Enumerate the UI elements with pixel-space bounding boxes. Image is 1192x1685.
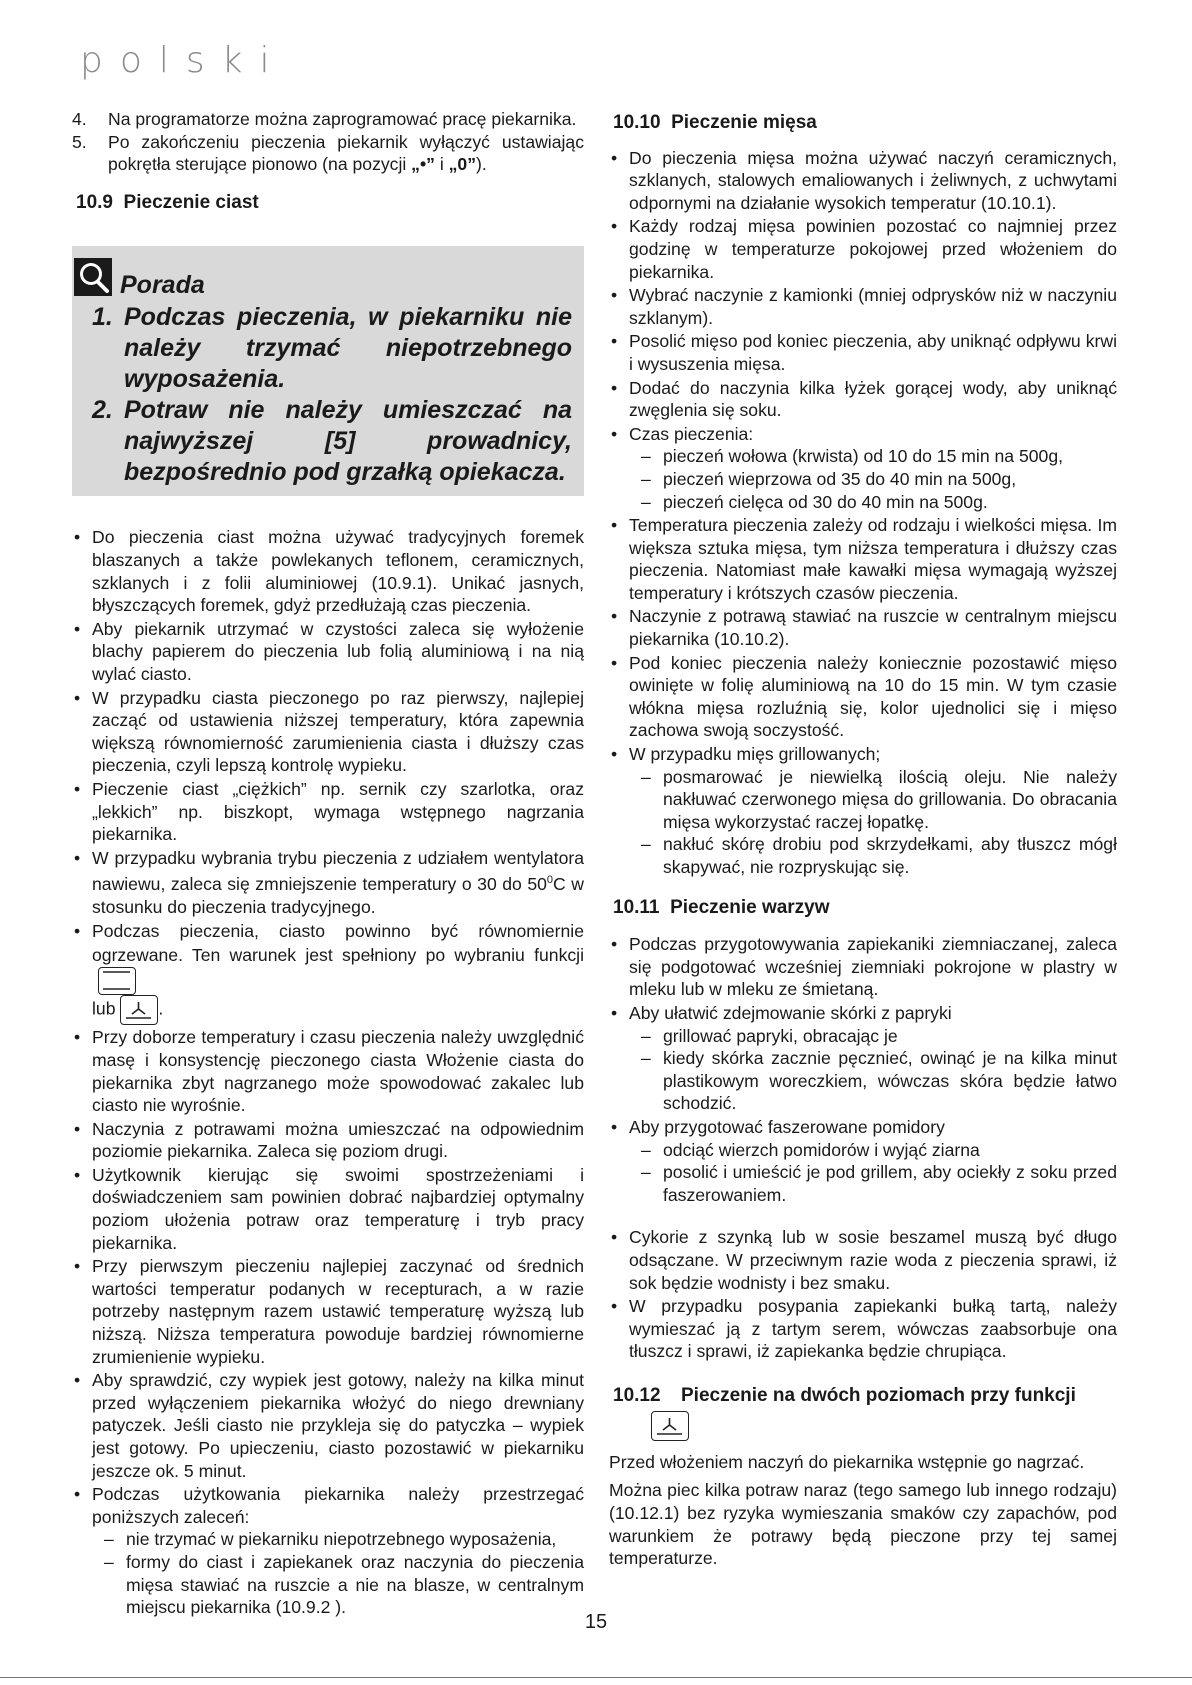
list-item: • Naczynie z potrawą stawiać na ruszcie w centralnym miejscu piekarnika (10.10.2). [609,605,1117,650]
roasting-times-list [609,445,1117,513]
right-column [609,108,1117,1576]
list-item: • Aby przygotować faszerowane pomidory – odciąć wierzch pomidorów i wyjąć ziarna – posolić i umieścić je pod grillem, aby ociekły z soku przed faszerowaniem. [609,1116,1117,1206]
sub-list [609,766,1117,879]
tip-header [74,258,572,299]
list-item: • Temperatura pieczenia zależy od rodzaju i wielkości mięsa. Im większa sztuka mięsa, tym niższa temperatura i dłuższy czas pieczenia. Natomiast małe kawałki mięsa wymagają wyższej temperatury i krótszych czasów pieczenia. [609,514,1117,604]
meat-tips-list [609,147,1117,879]
list-item: • Posolić mięso pod koniec pieczenia, aby uniknąć odpływu krwi i wysuszenia mięsa. [609,330,1117,375]
list-item: • Podczas przygotowywania zapiekaniki ziemniaczanej, zaleca się podgotować wcześniej ziemniaki pokrojone w plastry w mleku lub w mleku ze śmietaną. [609,933,1117,1001]
tip-list [74,302,572,488]
item-number: 5. [72,131,87,152]
list-item: • Aby piekarnik utrzymać w czystości zaleca się wyłożenie blachy papierem do pieczenia lub folią aluminiową i na nią wylać ciasto. [72,618,584,686]
sub-list-item: – formy do ciast i zapiekanek oraz naczynia do pieczenia mięsa stawiać na ruszcie a nie na blasze, w centralnym miejscu piekarnika (10.9.2 ). [72,1551,584,1619]
sub-list-item: – nakłuć skórę drobiu pod skrzydełkami, aby tłuszcz mógł skapywać, nie rozpryskując się. [609,833,1117,878]
list-item: • Pod koniec pieczenia należy koniecznie pozostawić mięso owinięte w folię aluminiową na 10 do 15 min. W tym czasie włókna mięsa rozluźnią się, kolor ujednolici się i mięso zachowa swoją soczystość. [609,652,1117,742]
list-item: • Użytkownik kierując się swoimi spostrzeżeniami i doświadczeniem sam powinien dobrać najbardziej optymalny poziom ułożenia potraw oraz temperaturę i tryb pracy piekarnika. [72,1164,584,1254]
fan-heating-icon [120,995,158,1025]
list-item: • Pieczenie ciast „ciężkich” np. sernik czy szarlotka, oraz „lekkich” np. biszkopt, wymaga wstępnego nagrzania piekarnika. [72,778,584,846]
language-label: polski [80,40,287,81]
left-column [72,108,584,1620]
list-item: • Aby ułatwić zdejmowanie skórki z papryki – grillować papryki, obracając je – kiedy skórka zacznie pęcznieć, owinąć je na kilka minut plastikowym woreczkiem, wówczas skóra będzie łatwo schodzić. [609,1002,1117,1115]
list-item: • Cykorie z szynką lub w sosie beszamel muszą być długo odsączane. W przeciwnym razie woda z pieczenia sprawi, iż sok będzie wodnisty i bez smaku. [609,1226,1117,1294]
list-item: • W przypadku wybrania trybu pieczenia z udziałem wentylatora nawiewu, zaleca się zmniejszenie temperatury o 30 do $50^0C$ w stosunku do pieczenia tradycyjnego. [72,847,584,919]
tip-item: 2. Potraw nie należy umieszczać na najwyższej [5] prowadnicy, bezpośrednio pod grzałką opiekacza. [92,396,572,487]
section-heading-10-11: 10.11 Pieczenie warzyw [613,896,830,918]
list-item: • Do pieczenia mięsa można używać naczyń ceramicznych, szklanych, stalowych emaliowanych i żeliwnych, z uchwytami odpornymi na działanie wysokich temperatur (10.10.1). [609,147,1117,215]
list-item: • Dodać do naczynia kilka łyżek gorącej wody, aby uniknąć zwęglenia się soku. [609,377,1117,422]
list-item: • W przypadku posypania zapiekanki bułką tartą, należy wymieszać ją z tartym serem, wówczas zaabsorbuje ona tłuszcz i sprawi, iż zapiekanka będzie chrupiąca. [609,1295,1117,1363]
section-heading-10-12: 10.12 Pieczenie na dwóch poziomach przy funkcji [613,1383,1117,1441]
list-item: • Każdy rodzaj mięsa powinien pozostać co najmniej przez godzinę w temperaturze pokojowej przed włożeniem do piekarnika. [609,215,1117,283]
conventional-heating-icon [98,967,136,995]
list-item: • Wybrać naczynie z kamionki (mniej odprysków niż w naczyniu szklanym). [609,284,1117,329]
numbered-item-5 [72,131,584,176]
list-item: • Aby sprawdzić, czy wypiek jest gotowy, należy na kilka minut przed wyłączeniem piekarnika włożyć do niego drewniany patyczek. Jeśli ciasto nie przykleja się do patyczka – wypiek jest gotowy. Po upieczeniu, ciasto pozostawić w piekarniku jeszcze ok. 5 minut. [72,1369,584,1482]
list-item: • W przypadku ciasta pieczonego po raz pierwszy, najlepiej zacząć od ustawienia niższej temperatury, która zapewnia większą równomierność zarumienienia ciasta i dłuższy czas pieczenia, czyli lepszą kontrolę wypieku. [72,687,584,777]
sub-list-item: – posolić i umieścić je pod grillem, aby ociekły z soku przed faszerowaniem. [609,1161,1117,1206]
vegetable-tips-list [609,933,1117,1363]
list-item: • Podczas pieczenia, ciasto powinno być równomiernie ogrzewane. Ten warunek jest spełniony po wybraniu funkcji lub . [72,919,584,1025]
sub-list [609,1139,1117,1207]
bottom-rule [0,1677,1192,1678]
item-text: Na programatorze można zaprogramować pracę piekarnika. [108,109,577,129]
tip-box [72,246,584,496]
list-item: • Czas pieczenia: – pieczeń wołowa (krwista) od 10 do 15 min na 500g, – pieczeń wieprzowa od 35 do 40 min na 500g, – pieczeń cielęca od 30 do 40 min na 500g. [609,423,1117,513]
item-number: 4. [72,109,87,129]
sub-list-item: – posmarować je niewielką ilością oleju. Nie należy nakłuwać czerwonego mięsa do grillowania. Do obracania mięsa wykorzystać raczej łopatkę. [609,766,1117,834]
sub-list [72,1528,584,1618]
magnifier-icon [74,258,112,296]
fan-heating-icon [651,1411,689,1441]
sub-list-item: – nie trzymać w piekarniku niepotrzebnego wyposażenia, [72,1528,584,1551]
list-item: • Podczas użytkowania piekarnika należy przestrzegać poniższych zaleceń: – nie trzymać w piekarniku niepotrzebnego wyposażenia, – formy do ciast i zapiekanek oraz naczynia do pieczenia mięsa stawiać na ruszcie a nie na blasze, w centralnym miejscu piekarnika (10.9.2 ). [72,1483,584,1619]
list-item: • Przy pierwszym pieczeniu najlepiej zaczynać od średnich wartości temperatur podanych w recepturach, a w razie potrzeby następnym razem ustawić temperaturę wyższą lub niższą. Niższa temperatura powoduje bardziej równomierne zrumienienie wypieku. [72,1255,584,1368]
list-item: • Do pieczenia ciast można używać tradycyjnych foremek blaszanych a także powlekanych teflonem, ceramicznych, szklanych i z folii aluminiowej (10.9.1). Unikać jasnych, błyszczących foremek, gdyż przedłużają czas pieczenia. [72,526,584,616]
paragraph: Przed włożeniem naczyń do piekarnika wstępnie go nagrzać. [609,1451,1085,1472]
list-item: • W przypadku mięs grillowanych; – posmarować je niewielką ilością oleju. Nie należy nakłuwać czerwonego mięsa do grillowania. Do obracania mięsa wykorzystać raczej łopatkę. – nakłuć skórę drobiu pod skrzydełkami, aby tłuszcz mógł skapywać, nie rozpryskując się. [609,743,1117,879]
baking-tips-list [72,526,584,1618]
item-text: Po zakończeniu pieczenia piekarnik wyłączyć ustawiając pokrętła sterujące pionowo (na pozycji „•” i „0”). [108,131,584,175]
sub-list-item: – pieczeń wieprzowa od 35 do 40 min na 500g, [609,468,1117,491]
tip-item: 1. Podczas pieczenia, w piekarniku nie należy trzymać niepotrzebnego wyposażenia. [92,303,572,394]
sub-list-item: – pieczeń wołowa (krwista) od 10 do 15 min na 500g, [609,445,1117,468]
list-item: • Naczynia z potrawami można umieszczać na odpowiednim poziomie piekarnika. Zaleca się poziom drugi. [72,1118,584,1163]
section-heading-10-9: 10.9 Pieczenie ciast [76,191,259,213]
sub-list-item: – kiedy skórka zacznie pęcznieć, owinąć je na kilka minut plastikowym woreczkiem, wówczas skóra będzie łatwo schodzić. [609,1047,1117,1115]
tip-title: Porada [120,270,205,299]
sub-list-item: – odciąć wierzch pomidorów i wyjąć ziarna [609,1139,1117,1162]
numbered-item-4 [72,108,584,131]
section-heading-10-10: 10.10 Pieczenie mięsa [613,112,817,133]
paragraph: Można piec kilka potraw naraz (tego samego lub innego rodzaju) (10.12.1) bez ryzyka wymieszania smaków czy zapachów, pod warunkiem że potrawy będą pieczone przy tej samej temperaturze. [609,1480,1117,1569]
list-item: • Przy doborze temperatury i czasu pieczenia należy uwzględnić masę i konsystencję pieczonego ciasta Włożenie ciasta do piekarnika zbyt nagrzanego może spowodować zakalec lub ciasto nie wyrośnie. [72,1026,584,1116]
sub-list-item: – pieczeń cielęca od 30 do 40 min na 500g. [609,491,1117,514]
sub-list-item: – grillować papryki, obracając je [609,1025,1117,1048]
page-number: 15 [584,1611,608,1633]
sub-list [609,1025,1117,1115]
